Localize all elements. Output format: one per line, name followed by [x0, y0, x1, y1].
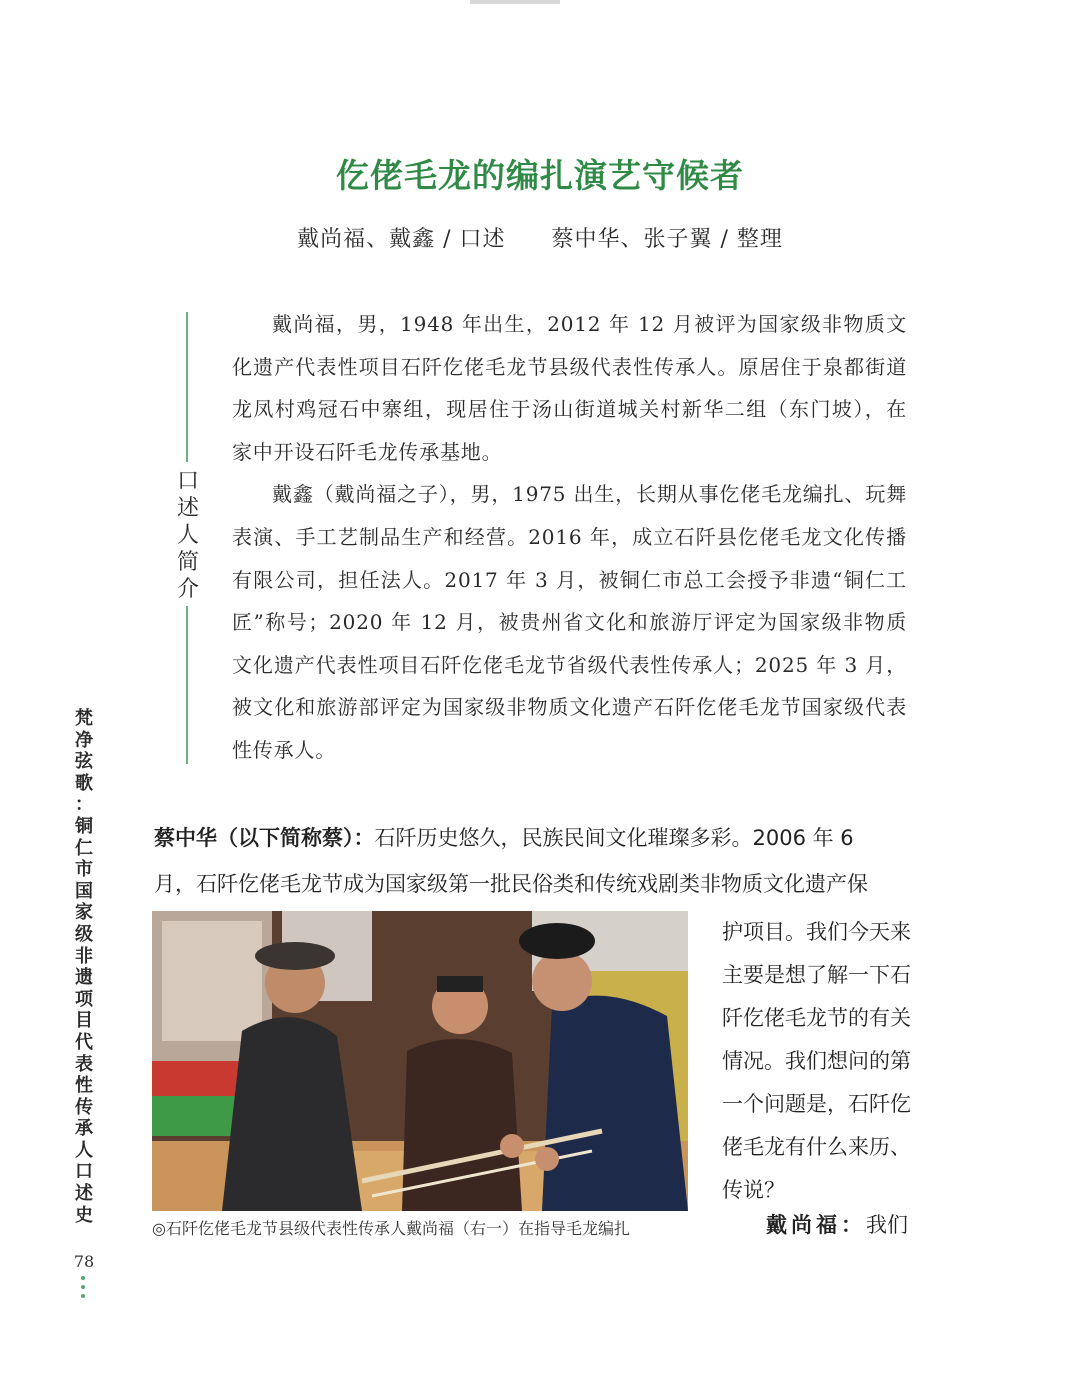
- intro-label: 口 述 人 简 介: [176, 469, 199, 602]
- byline: [0, 222, 1080, 253]
- intro-rule-top: [186, 312, 188, 462]
- narrator-intro: [232, 303, 907, 772]
- narrators-credit: 戴尚福、戴鑫 / 口述: [297, 227, 506, 252]
- dialogue-line: 月，石阡仡佬毛龙节成为国家级第一批民俗类和传统戏剧类非物质文化遗产保: [154, 872, 868, 896]
- editors-credit: 蔡中华、张子翼 / 整理: [551, 227, 783, 252]
- page-top-mark: [470, 0, 560, 4]
- dialogue-side-column: 护项目。我们今天来 主要是想了解一下石 阡仡佬毛龙节的有关 情况。我们想问的第 一个问题是，石阡仡 佬毛龙有什么来历、 传说？: [722, 920, 911, 1202]
- intro-rule-bottom: [186, 606, 188, 764]
- answer-start: 戴尚福：我们: [766, 1213, 908, 1237]
- page-number: 78: [73, 1252, 95, 1271]
- speaker-name: 蔡中华（以下简称蔡）：: [154, 826, 375, 850]
- photo-caption: ◎石阡仡佬毛龙节县级代表性传承人戴尚福（右一）在指导毛龙编扎: [152, 1219, 630, 1238]
- article-title: 仡佬毛龙的编扎演艺守候者: [336, 156, 744, 195]
- intro-paragraph: 戴尚福，男，1948 年出生，2012 年 12 月被评为国家级非物质文化遗产代表性项目石阡仡佬毛龙节县级代表性传承人。原居住于泉都街道龙凤村鸡冠石中寨组，现居住于汤山街道城关村新华二组（东门坡），在家中开设石阡毛龙传承基地。: [232, 312, 907, 464]
- dialogue-line: 蔡中华（以下简称蔡）：石阡历史悠久，民族民间文化璀璨多彩。2006 年 6: [154, 826, 854, 850]
- page-dots: [81, 1276, 85, 1303]
- speaker-name: 戴尚福：: [766, 1213, 866, 1237]
- article-photo: [152, 911, 688, 1211]
- series-title-vertical: 梵 净 弦 歌 ： 铜 仁 市 国 家 级 非 遗 项 目 代 表 性 传 承 人 口 述 史: [75, 708, 93, 1226]
- intro-paragraph: 戴鑫（戴尚福之子），男，1975 出生，长期从事仡佬毛龙编扎、玩舞表演、手工艺制品生产和经营。2016 年，成立石阡县仡佬毛龙文化传播有限公司，担任法人。2017 年 3 月，被铜仁市总工会授予非遗“铜仁工匠”称号；2020 年 12 月，被贵州省文化和旅游厅评定为国家级非物质文化遗产代表性项目石阡仡佬毛龙节省级代表性传承人；2025 年 3 月，被文化和旅游部评定为国家级非物质文化遗产石阡仡佬毛龙节国家级代表性传承人。: [232, 482, 907, 762]
